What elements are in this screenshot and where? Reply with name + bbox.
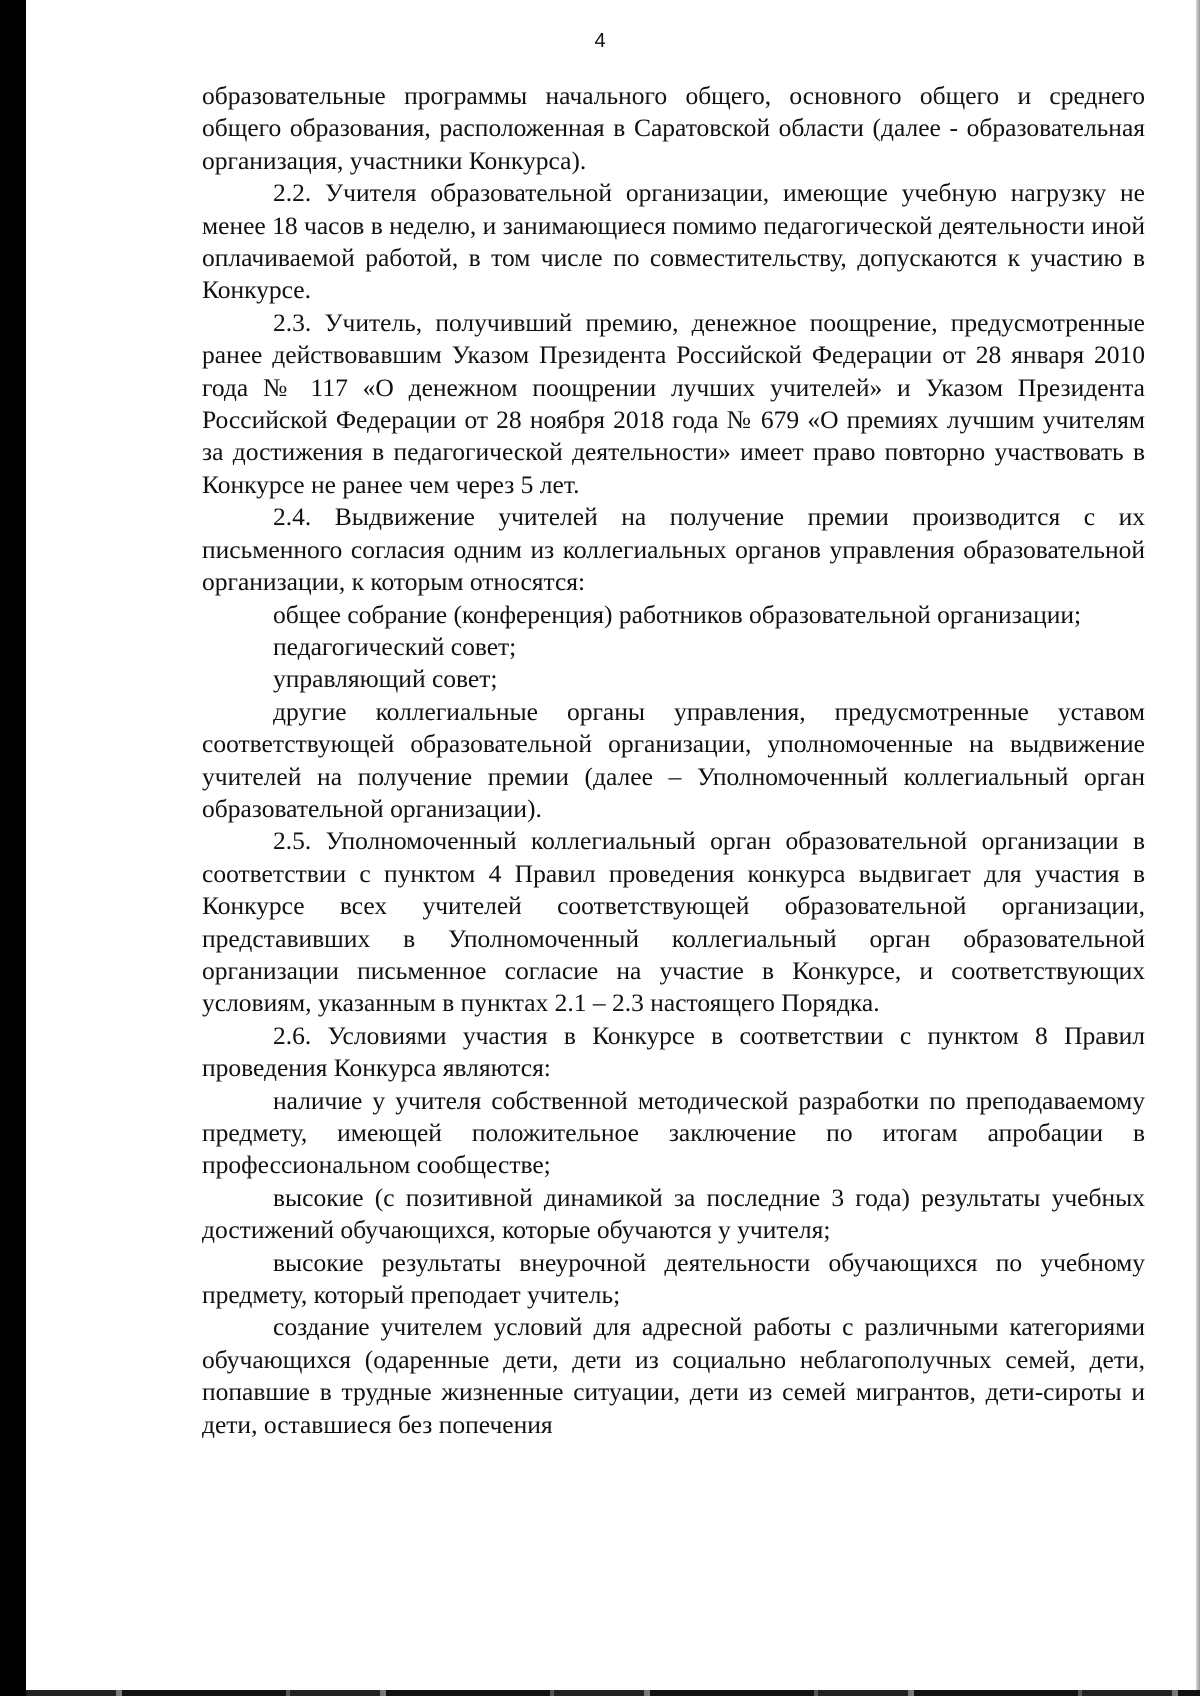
condition-targeted-work: создание учителем условий для адресной работы с различными категориями обучающихся (одаренные дети, дети из социально неблагополучных семей, дети, попавшие в трудные жизненные ситуации, дети из семей мигрантов, дети-сироты и дети, оставшиеся без попечения [202, 1312, 1145, 1439]
paragraph-2-6: 2.6. Условиями участия в Конкурсе в соответствии с пунктом 8 Правил проведения Конкурса являются: [202, 1020, 1145, 1083]
page-number: 4 [594, 30, 606, 52]
paragraph-2-2: 2.2. Учителя образовательной организации, имеющие учебную нагрузку не менее 18 часов в неделю, и занимающиеся помимо педагогической деятельности иной оплачиваемой работой, в том числе по совместительству, допускаются к участию в Конкурсе. [202, 178, 1145, 305]
scan-left-edge [0, 0, 26, 1696]
list-item-other-bodies: другие коллегиальные органы управления, предусмотренные уставом соответствующей образовательной организации, уполномоченные на выдвижение учителей на получение премии (далее – Уполномоченный коллегиальный орган образовательной организации). [202, 696, 1145, 823]
condition-learning-results: высокие (с позитивной динамикой за последние 3 года) результаты учебных достижений обучающихся, которые обучаются у учителя; [202, 1182, 1145, 1245]
paragraph-2-3: 2.3. Учитель, получивший премию, денежное поощрение, предусмотренные ранее действовавшим Указом Президента Российской Федерации от 28 января 2010 года № 117 «О денежном поощрении лучших учителей» и Указом Президента Российской Федерации от 28 ноября 2018 года № 679 «О премиях лучшим учителям за достижения в педагогической деятельности» имеет право повторно участвовать в Конкурсе не ранее чем через 5 лет. [202, 307, 1145, 499]
list-item-general-meeting: общее собрание (конференция) работников образовательной организации; [273, 599, 1082, 629]
paragraph-continuation: образовательные программы начального общего, основного общего и среднего общего образования, расположенная в Саратовской области (далее - образовательная организация, участники Конкурса). [202, 81, 1145, 175]
list-item-governing-council: управляющий совет; [273, 664, 498, 694]
paragraph-2-5: 2.5. Уполномоченный коллегиальный орган образовательной организации в соответствии с пунктом 4 Правил проведения конкурса выдвигает для участия в Конкурсе всех учителей соответствующей образовательной организации, представивших в Уполномоченный коллегиальный орган образовательной организации письменное согласие на участие в Конкурсе, и соответствующих условиям, указанным в пунктах 2.1 – 2.3 настоящего Порядка. [202, 826, 1145, 1018]
document-body [202, 80, 1145, 1441]
condition-methodical-development: наличие у учителя собственной методической разработки по преподаваемому предмету, имеющей положительное заключение по итогам апробации в профессиональном сообществе; [202, 1085, 1145, 1180]
paragraph-2-4: 2.4. Выдвижение учителей на получение премии производится с их письменного согласия одним из коллегиальных органов управления образовательной организации, к которым относятся: [202, 502, 1145, 597]
condition-extracurricular-results: высокие результаты внеурочной деятельности обучающихся по учебному предмету, который преподает учитель; [202, 1247, 1145, 1310]
scan-right-edge [1196, 0, 1200, 1696]
scan-bottom-edge [26, 1690, 1200, 1696]
list-item-pedagogical-council: педагогический совет; [273, 631, 517, 661]
